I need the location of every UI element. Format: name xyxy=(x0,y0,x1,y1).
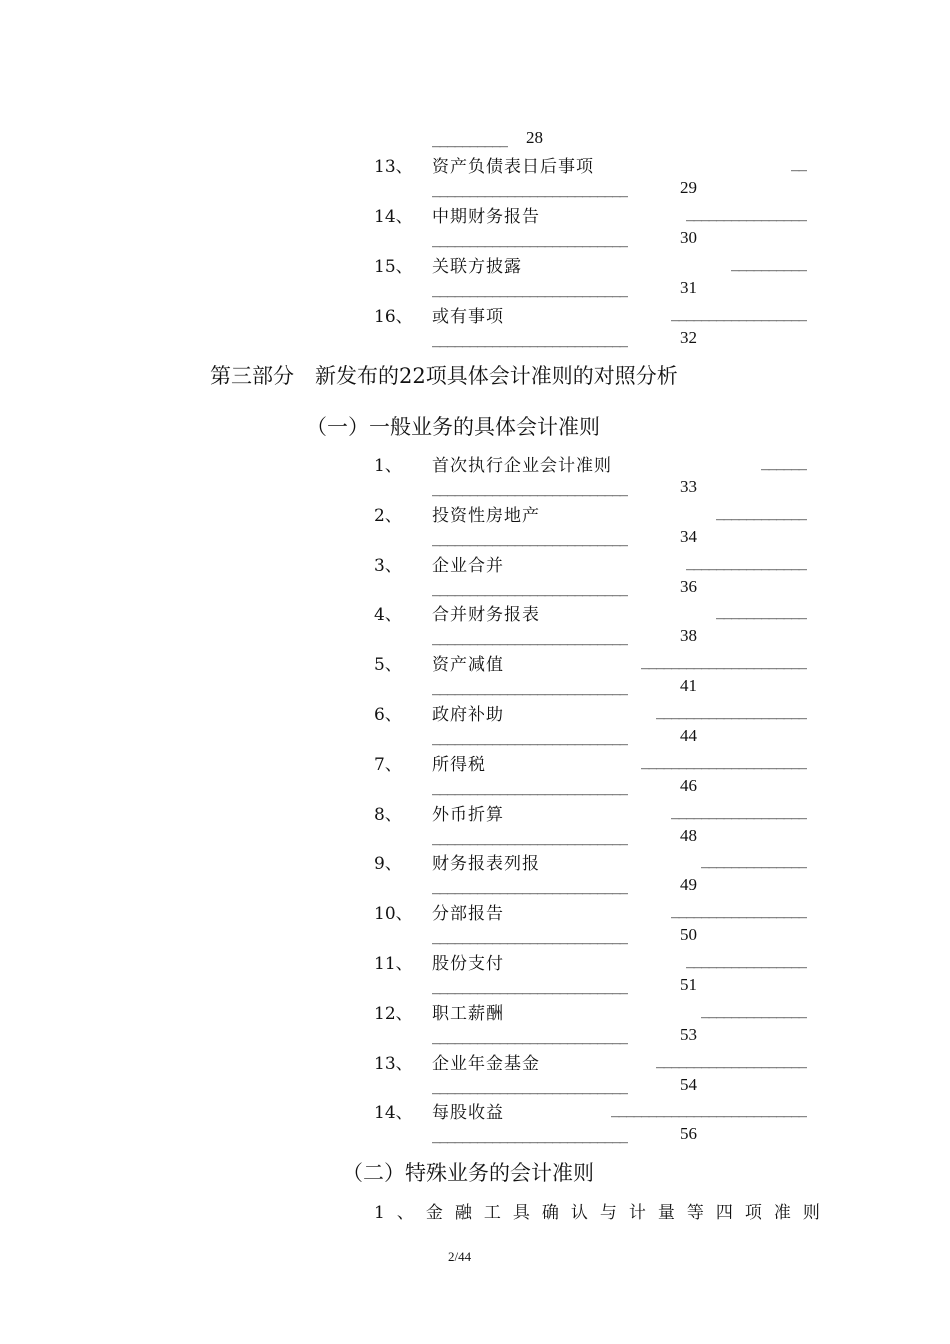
toc-item-number: 8、 xyxy=(374,804,402,825)
toc-page-number: 31 xyxy=(680,278,697,297)
toc-leader: __________________________ xyxy=(432,178,627,198)
toc-item-number: 10、 xyxy=(374,904,413,925)
toc-leader: __________ xyxy=(731,252,806,272)
toc-leader: __________________________ xyxy=(432,925,627,946)
toc-item-title[interactable]: 关联方披露 xyxy=(432,257,522,277)
toc-item-number: 14、 xyxy=(374,1103,413,1124)
toc-item-number: 1、 xyxy=(374,456,402,476)
toc-item-title[interactable]: 职工薪酬 xyxy=(432,1003,504,1024)
toc-item-title[interactable]: 分部报告 xyxy=(432,904,504,925)
toc-leader: ____________________ xyxy=(656,700,806,720)
toc-leader: __________________ xyxy=(671,799,806,820)
toc-leader: ______________________ xyxy=(641,650,806,671)
toc-leader: ________________ xyxy=(686,550,806,571)
toc-leader: __________________________ xyxy=(432,1024,627,1045)
toc-leader: __________________ xyxy=(671,899,806,920)
toc-page-number: 46 xyxy=(680,775,697,795)
toc-leader: ________________ xyxy=(686,949,806,969)
toc-page-number: 36 xyxy=(680,576,697,596)
toc-leader: ____________________ xyxy=(656,1048,806,1069)
section1-heading[interactable]: （一）一般业务的具体会计准则 xyxy=(306,415,600,439)
section2-heading[interactable]: （二）特殊业务的会计准则 xyxy=(342,1161,594,1185)
toc-leader: __________________________ xyxy=(432,278,627,298)
toc-item-title[interactable]: 首次执行企业会计准则 xyxy=(432,456,612,476)
toc-item-number: 3、 xyxy=(374,555,402,576)
toc-item-title[interactable]: 投资性房地产 xyxy=(432,505,540,526)
toc-item-number: 2、 xyxy=(374,505,402,526)
toc-page-number: 41 xyxy=(680,676,697,696)
toc-leader: __________________________ xyxy=(432,477,627,497)
toc-page-number: 53 xyxy=(680,1024,697,1044)
toc-page-number: 48 xyxy=(680,825,697,845)
toc-item-title[interactable]: 资产负债表日后事项 xyxy=(432,157,594,177)
toc-leader: __________________ xyxy=(671,302,806,322)
toc-leader: __________________________ xyxy=(432,1074,627,1095)
toc-item-number: 12、 xyxy=(374,1003,413,1024)
toc-page-number: 34 xyxy=(680,526,697,546)
page-footer-number: 2/44 xyxy=(448,1249,472,1264)
toc-page-number: 56 xyxy=(680,1124,697,1144)
toc-page-number: 28 xyxy=(526,128,543,147)
toc-leader: __________________________ xyxy=(432,726,627,746)
toc-item-title[interactable]: 合并财务报表 xyxy=(432,605,540,626)
toc-item-number: 7、 xyxy=(374,754,402,775)
toc-leader: ______________ xyxy=(701,849,806,870)
toc-item-number: 16、 xyxy=(374,307,413,327)
toc-item-number: 11、 xyxy=(374,954,413,974)
toc-item-number: 13、 xyxy=(374,1053,413,1074)
toc-leader: __ xyxy=(791,152,806,172)
toc-page-number: 51 xyxy=(680,975,697,994)
toc-leader: __________________________ xyxy=(432,526,627,547)
toc-page-number: 49 xyxy=(680,875,697,895)
toc-leader: ______________ xyxy=(701,998,806,1019)
section2-item[interactable]: 1、金融工具确认与计量等四项准则 xyxy=(374,1203,832,1223)
toc-page-number: 50 xyxy=(680,925,697,945)
toc-leader: __________ xyxy=(432,128,507,148)
toc-item-title[interactable]: 外币折算 xyxy=(432,804,504,825)
toc-item-title[interactable]: 股份支付 xyxy=(432,954,504,974)
toc-leader: ________________ xyxy=(686,202,806,222)
toc-item-title[interactable]: 政府补助 xyxy=(432,705,504,725)
part3-heading[interactable]: 第三部分 新发布的22项具体会计准则的对照分析 xyxy=(210,364,678,388)
toc-leader: __________________________ xyxy=(432,975,627,995)
toc-item-title[interactable]: 所得税 xyxy=(432,754,486,775)
toc-leader: __________________________ xyxy=(432,1124,627,1145)
toc-leader: __________________________ xyxy=(432,576,627,597)
toc-item-title[interactable]: 或有事项 xyxy=(432,307,504,327)
toc-item-title[interactable]: 企业合并 xyxy=(432,555,504,576)
toc-item-title[interactable]: 企业年金基金 xyxy=(432,1053,540,1074)
toc-item-title[interactable]: 每股收益 xyxy=(432,1103,504,1124)
toc-page-number: 30 xyxy=(680,228,697,247)
toc-item-number: 5、 xyxy=(374,655,402,676)
toc-page-number: 29 xyxy=(680,178,697,197)
toc-leader: __________________________ xyxy=(432,825,627,846)
toc-item-title[interactable]: 财务报表列报 xyxy=(432,854,540,875)
toc-page-number: 44 xyxy=(680,726,697,745)
toc-item-title[interactable]: 中期财务报告 xyxy=(432,207,540,227)
toc-page-number: 32 xyxy=(680,328,697,347)
toc-leader: __________________________ xyxy=(432,626,627,647)
toc-item-number: 9、 xyxy=(374,854,402,875)
toc-item-number: 14、 xyxy=(374,207,413,227)
toc-leader: __________________________ xyxy=(432,328,627,348)
toc-leader: __________________________ xyxy=(432,775,627,796)
toc-item-title[interactable]: 资产减值 xyxy=(432,655,504,676)
toc-page-number: 38 xyxy=(680,626,697,646)
toc-leader: ______________________ xyxy=(641,749,806,770)
toc-leader: __________________________ xyxy=(432,676,627,697)
toc-leader: ____________ xyxy=(716,600,806,621)
toc-leader: __________________________ xyxy=(432,228,627,248)
toc-leader: __________________________ xyxy=(432,875,627,896)
toc-item-number: 13、 xyxy=(374,157,413,177)
toc-item-number: 6、 xyxy=(374,705,402,725)
toc-item-number: 4、 xyxy=(374,605,402,626)
toc-page-number: 54 xyxy=(680,1074,697,1094)
toc-leader: ____________ xyxy=(716,500,806,521)
toc-leader: __________________________ xyxy=(611,1098,806,1119)
toc-item-number: 15、 xyxy=(374,257,413,277)
toc-page-number: 33 xyxy=(680,477,697,496)
toc-leader: ______ xyxy=(761,451,806,471)
